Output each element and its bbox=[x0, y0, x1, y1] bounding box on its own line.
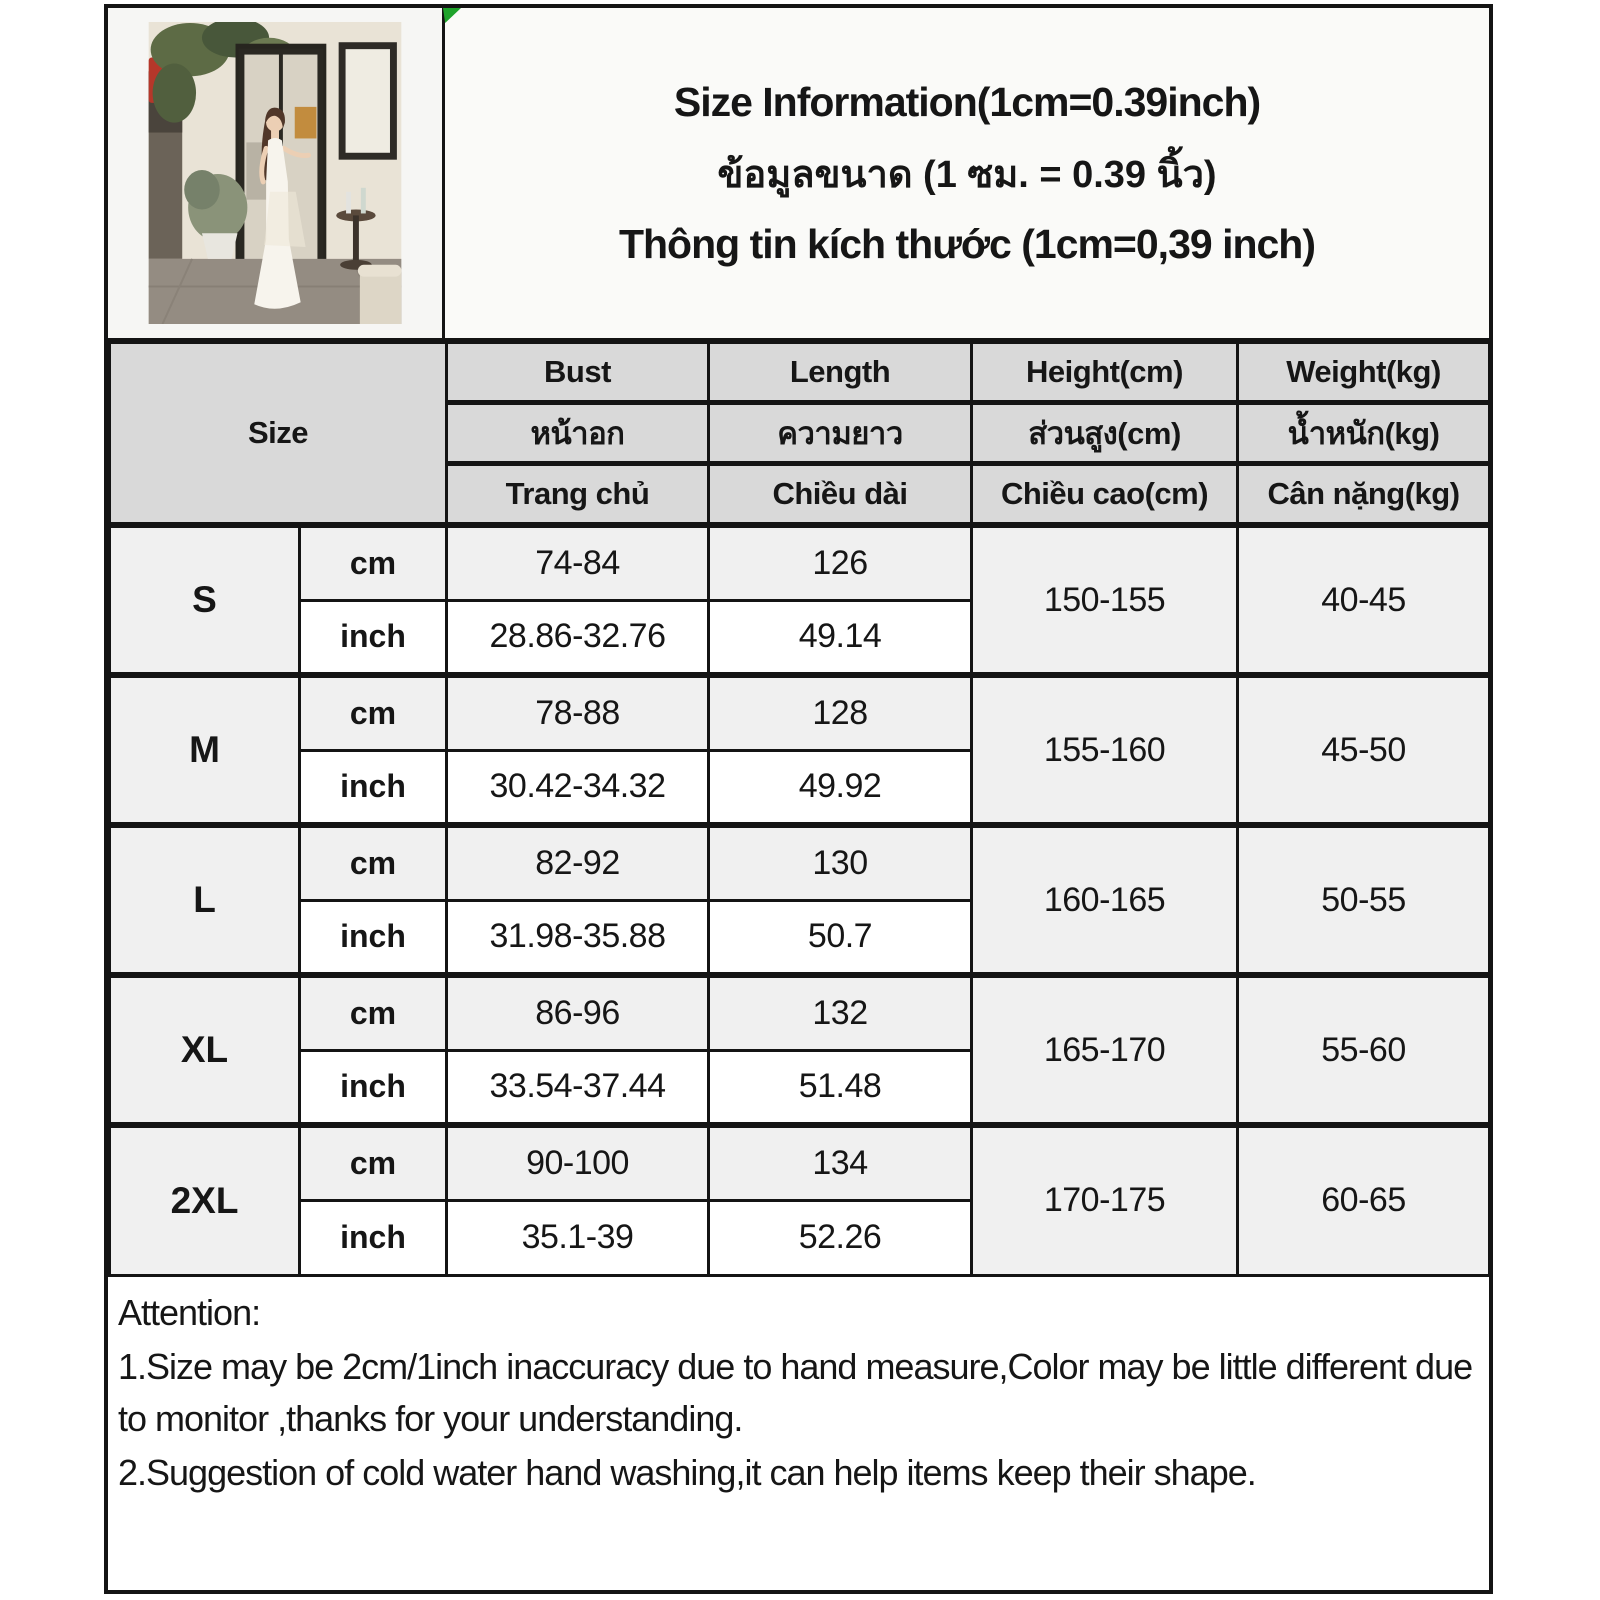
column-header-bust-vi: Trang chủ bbox=[447, 464, 709, 526]
2xl-weight-value: 60-65 bbox=[1238, 1125, 1490, 1275]
title-english: Size Information(1cm=0.39inch) bbox=[673, 78, 1261, 125]
xl-length-inch-value: 51.48 bbox=[709, 1050, 972, 1125]
xl-height-value: 165-170 bbox=[972, 975, 1238, 1125]
size-chart-sheet bbox=[104, 4, 1493, 1594]
2xl-length-cm-value: 134 bbox=[709, 1125, 972, 1200]
column-header-weight-en: Weight(kg) bbox=[1238, 343, 1490, 403]
column-header-weight-th: น้ำหนัก(kg) bbox=[1238, 403, 1490, 464]
l-weight-value: 50-55 bbox=[1238, 825, 1490, 975]
size-table-header bbox=[110, 343, 1490, 526]
header-section bbox=[108, 8, 1489, 341]
m-bust-cm-value: 78-88 bbox=[447, 675, 709, 750]
row-2xl-cm bbox=[110, 1125, 1490, 1200]
column-header-height-th: ส่วนสูง(cm) bbox=[972, 403, 1238, 464]
attention-section bbox=[108, 1277, 1489, 1591]
s-bust-inch-value: 28.86-32.76 bbox=[447, 600, 709, 675]
row-l-cm bbox=[110, 825, 1490, 900]
column-header-length-th: ความยาว bbox=[709, 403, 972, 464]
title-block bbox=[445, 8, 1489, 338]
title-vietnamese: Thông tin kích thước (1cm=0,39 inch) bbox=[618, 220, 1316, 267]
xl-unit-cm: cm bbox=[300, 975, 447, 1050]
l-length-inch-value: 50.7 bbox=[709, 900, 972, 975]
s-unit-cm: cm bbox=[300, 525, 447, 600]
l-bust-inch-value: 31.98-35.88 bbox=[447, 900, 709, 975]
2xl-unit-cm: cm bbox=[300, 1125, 447, 1200]
size-table bbox=[108, 341, 1491, 1277]
photo-mirror bbox=[342, 46, 393, 157]
2xl-height-value: 170-175 bbox=[972, 1125, 1238, 1275]
column-header-bust-en: Bust bbox=[447, 343, 709, 403]
column-header-length-en: Length bbox=[709, 343, 972, 403]
column-header-weight-vi: Cân nặng(kg) bbox=[1238, 464, 1490, 526]
m-height-value: 155-160 bbox=[972, 675, 1238, 825]
column-header-height-en: Height(cm) bbox=[972, 343, 1238, 403]
xl-unit-inch: inch bbox=[300, 1050, 447, 1125]
xl-weight-value: 55-60 bbox=[1238, 975, 1490, 1125]
product-photo bbox=[146, 22, 404, 324]
xl-length-cm-value: 132 bbox=[709, 975, 972, 1050]
l-length-cm-value: 130 bbox=[709, 825, 972, 900]
title-thai: ข้อมูลขนาด (1 ซม. = 0.39 นิ้ว) bbox=[717, 153, 1217, 196]
column-header-height-vi: Chiều cao(cm) bbox=[972, 464, 1238, 526]
m-weight-value: 45-50 bbox=[1238, 675, 1490, 825]
product-photo-cell bbox=[108, 8, 445, 338]
s-weight-value: 40-45 bbox=[1238, 525, 1490, 675]
2xl-length-inch-value: 52.26 bbox=[709, 1200, 972, 1275]
l-bust-cm-value: 82-92 bbox=[447, 825, 709, 900]
s-length-cm-value: 126 bbox=[709, 525, 972, 600]
attention-item-2: 2.Suggestion of cold water hand washing,it can help items keep their shape. bbox=[118, 1452, 1256, 1494]
s-unit-inch: inch bbox=[300, 600, 447, 675]
photo-bench bbox=[358, 265, 401, 324]
l-size-label: L bbox=[110, 825, 300, 975]
m-bust-inch-value: 30.42-34.32 bbox=[447, 750, 709, 825]
m-unit-inch: inch bbox=[300, 750, 447, 825]
l-unit-cm: cm bbox=[300, 825, 447, 900]
row-m-cm bbox=[110, 675, 1490, 750]
2xl-bust-inch-value: 35.1-39 bbox=[447, 1200, 709, 1275]
row-s-cm bbox=[110, 525, 1490, 600]
xl-size-label: XL bbox=[110, 975, 300, 1125]
m-size-label: M bbox=[110, 675, 300, 825]
attention-heading: Attention: bbox=[118, 1291, 261, 1333]
2xl-unit-inch: inch bbox=[300, 1200, 447, 1275]
m-length-cm-value: 128 bbox=[709, 675, 972, 750]
row-xl-cm bbox=[110, 975, 1490, 1050]
l-height-value: 160-165 bbox=[972, 825, 1238, 975]
2xl-size-label: 2XL bbox=[110, 1125, 300, 1275]
xl-bust-cm-value: 86-96 bbox=[447, 975, 709, 1050]
s-bust-cm-value: 74-84 bbox=[447, 525, 709, 600]
column-header-size: Size bbox=[110, 343, 447, 526]
l-unit-inch: inch bbox=[300, 900, 447, 975]
xl-bust-inch-value: 33.54-37.44 bbox=[447, 1050, 709, 1125]
m-unit-cm: cm bbox=[300, 675, 447, 750]
2xl-bust-cm-value: 90-100 bbox=[447, 1125, 709, 1200]
size-table-body bbox=[110, 525, 1490, 1275]
m-length-inch-value: 49.92 bbox=[709, 750, 972, 825]
s-height-value: 150-155 bbox=[972, 525, 1238, 675]
s-size-label: S bbox=[110, 525, 300, 675]
column-header-bust-th: หน้าอก bbox=[447, 403, 709, 464]
attention-item-1: 1.Size may be 2cm/1inch inaccuracy due to hand measure,Color may be little different due to monitor ,thanks for your understanding. bbox=[118, 1345, 1473, 1439]
s-length-inch-value: 49.14 bbox=[709, 600, 972, 675]
column-header-length-vi: Chiều dài bbox=[709, 464, 972, 526]
